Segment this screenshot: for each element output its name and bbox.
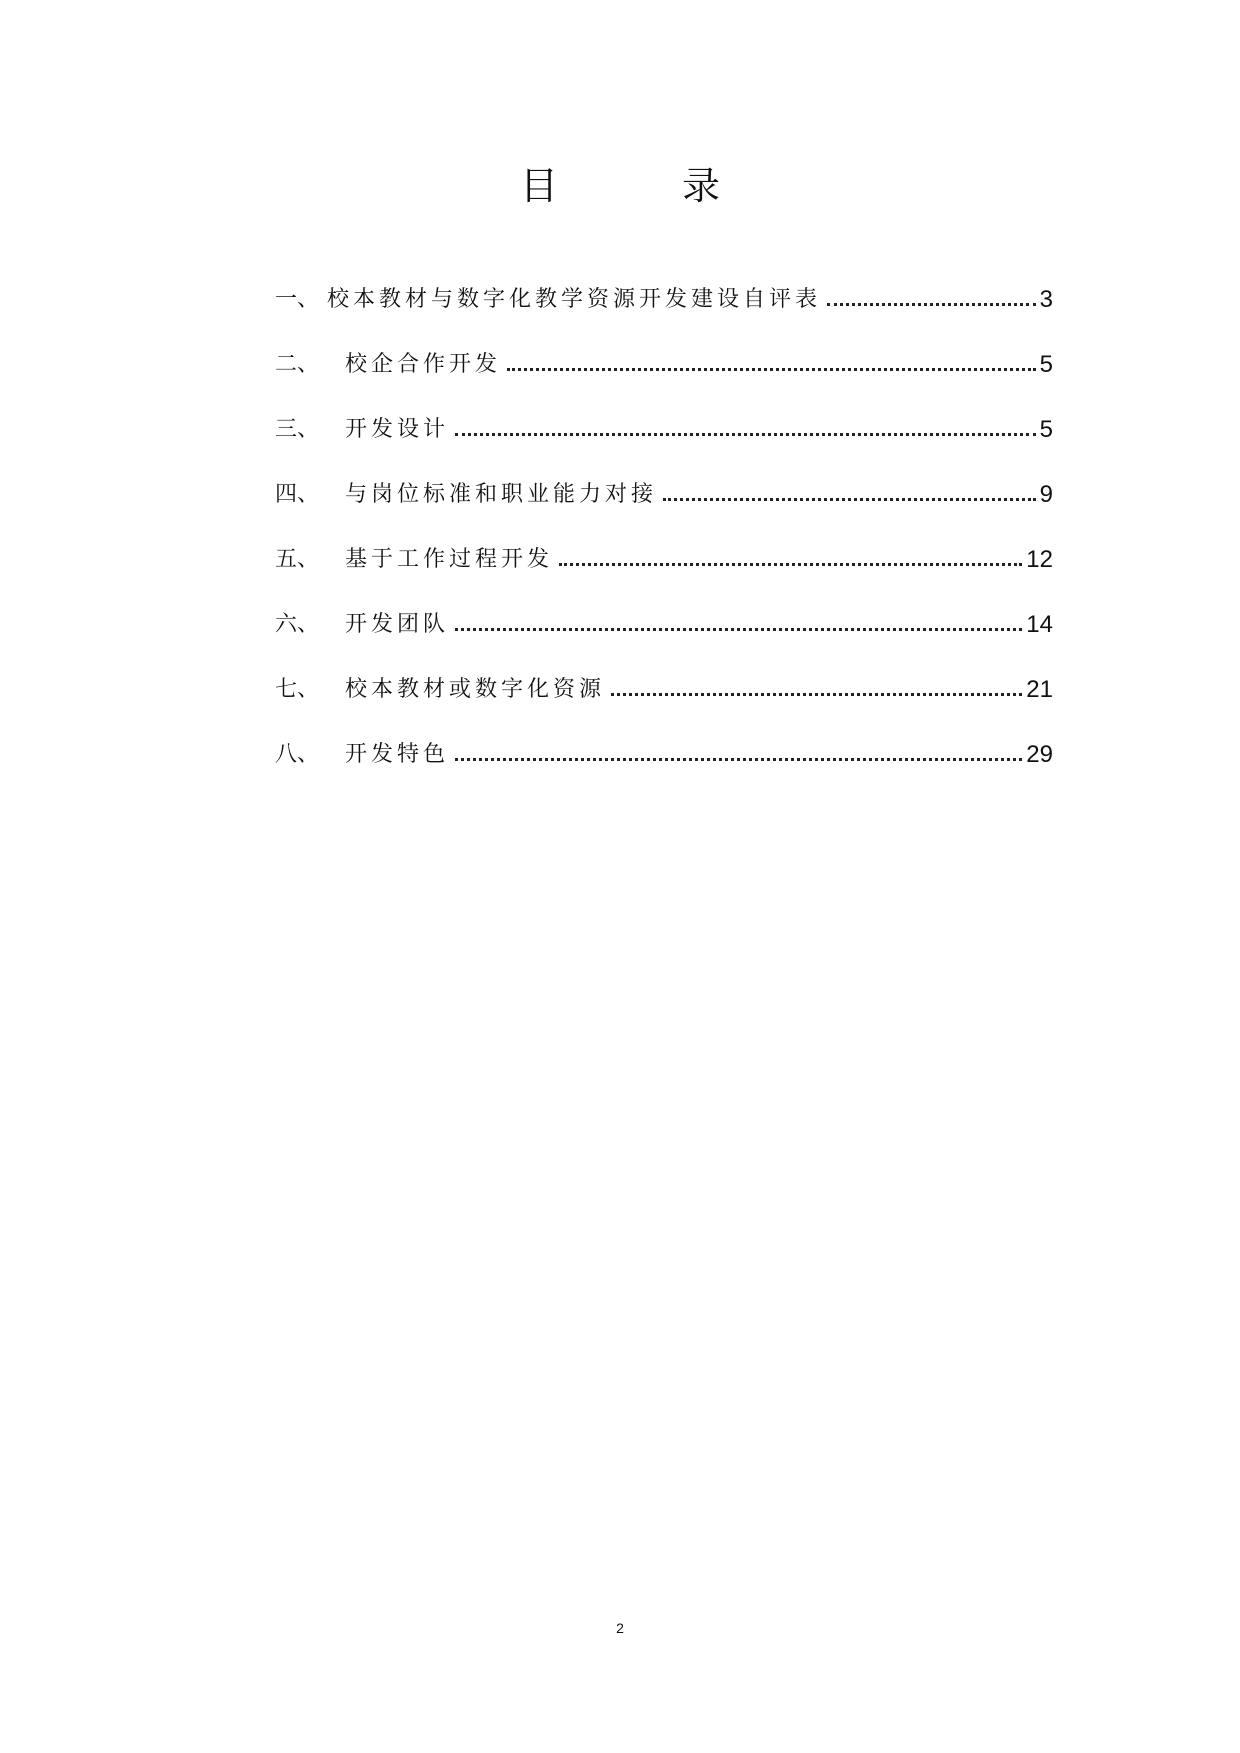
toc-entry-page: 9 [1039, 481, 1053, 508]
toc-entry-page: 3 [1039, 286, 1053, 313]
toc-entry-number: 八、 [275, 742, 320, 767]
toc-leader-dots [455, 433, 1036, 436]
toc-entry-title: 校企合作开发 [345, 352, 502, 377]
toc-entry[interactable] [275, 455, 1053, 520]
toc-leader-dots [827, 303, 1036, 306]
toc-entry-title: 校本教材与数字化教学资源开发建设自评表 [327, 287, 822, 312]
toc-entry-title: 校本教材或数字化资源 [345, 677, 606, 702]
toc-leader-dots [559, 563, 1022, 566]
toc-entry[interactable] [275, 260, 1053, 325]
toc-entry-page: 21 [1026, 676, 1053, 703]
toc-leader-dots [611, 693, 1022, 696]
toc-entry-title: 基于工作过程开发 [345, 547, 554, 572]
page-number: 2 [616, 1620, 624, 1636]
toc-entry-page: 5 [1039, 351, 1053, 378]
toc-entry[interactable] [275, 585, 1053, 650]
toc-entry-title: 与岗位标准和职业能力对接 [345, 482, 658, 507]
toc-entry-title: 开发特色 [345, 742, 450, 767]
toc-entry[interactable] [275, 390, 1053, 455]
table-of-contents [275, 260, 1053, 780]
toc-entry-number: 六、 [275, 612, 320, 637]
toc-leader-dots [455, 758, 1022, 761]
toc-leader-dots [507, 368, 1036, 371]
toc-title: 目 录 [519, 164, 777, 208]
toc-entry-number: 五、 [275, 547, 320, 572]
toc-entry-page: 14 [1026, 611, 1053, 638]
toc-entry-page: 12 [1026, 546, 1053, 573]
toc-entry[interactable] [275, 715, 1053, 780]
toc-entry-number: 一、 [275, 287, 320, 312]
toc-leader-dots [455, 628, 1022, 631]
toc-entry-number: 七、 [275, 677, 320, 702]
toc-entry[interactable] [275, 325, 1053, 390]
toc-entry[interactable] [275, 650, 1053, 715]
toc-entry[interactable] [275, 520, 1053, 585]
toc-entry-page: 29 [1026, 741, 1053, 768]
toc-entry-number: 四、 [275, 482, 320, 507]
toc-entry-number: 三、 [275, 417, 320, 442]
toc-leader-dots [663, 498, 1036, 501]
toc-entry-title: 开发团队 [345, 612, 450, 637]
toc-entry-page: 5 [1039, 416, 1053, 443]
toc-entry-number: 二、 [275, 352, 320, 377]
toc-entry-title: 开发设计 [345, 417, 450, 442]
